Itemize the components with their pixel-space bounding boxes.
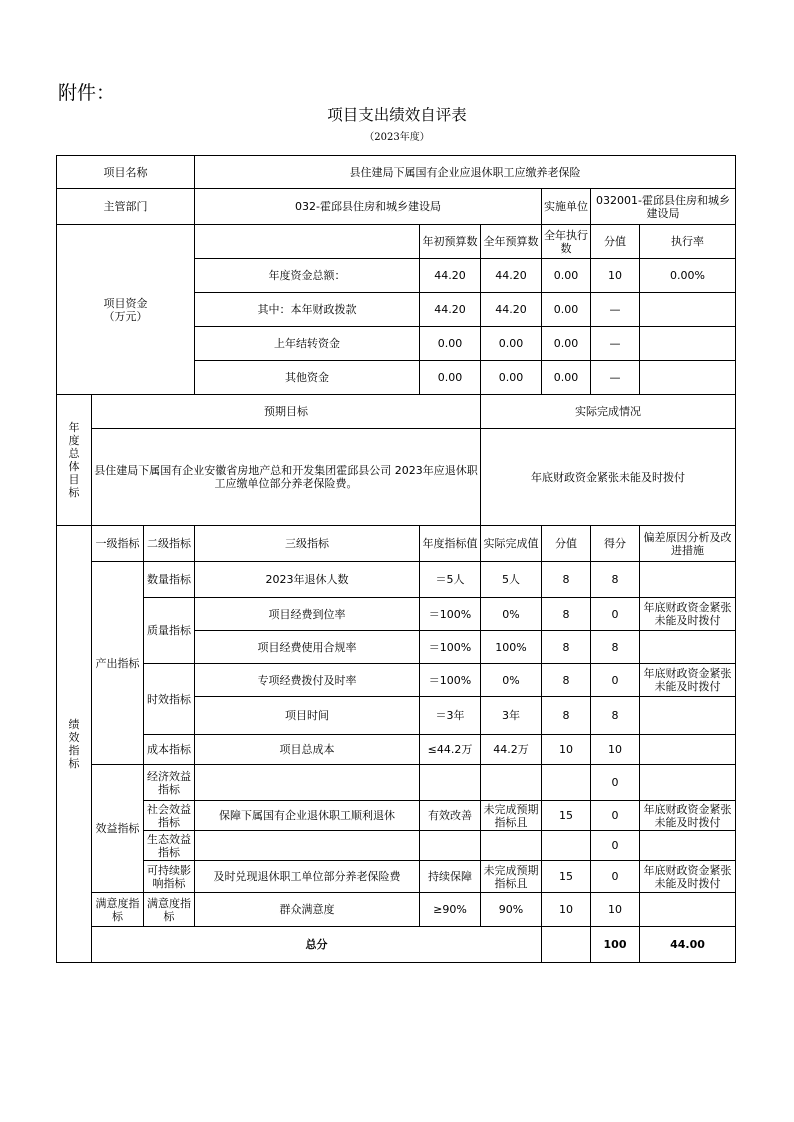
project-name-value: 县住建局下属国有企业应退休职工应缴养老保险 xyxy=(195,156,736,189)
output-label: 产出指标 xyxy=(92,562,144,765)
goals-label xyxy=(57,395,92,526)
indicator-score: 0 xyxy=(591,831,640,861)
funds-row-value: — xyxy=(591,361,640,395)
indicator-name: 保障下属国有企业退休职工顺利退休 xyxy=(195,801,420,831)
benefit-sub-sustainable: 可持续影响指标 xyxy=(144,861,195,893)
indicator-value: 8 xyxy=(542,664,591,697)
indicator-target: ≤44.2万 xyxy=(420,735,481,765)
output-sub-quality: 质量指标 xyxy=(144,598,195,664)
indicator-value: 8 xyxy=(542,562,591,598)
dept-value: 032-霍邱县住房和城乡建设局 xyxy=(195,189,542,225)
indicator-target xyxy=(420,831,481,861)
funds-header-executed: 全年执行数 xyxy=(542,225,591,259)
indicator-name: 及时兑现退休职工单位部分养老保险费 xyxy=(195,861,420,893)
indicator-reason: 年底财政资金紧张未能及时拨付 xyxy=(640,861,736,893)
indicator-actual: 90% xyxy=(481,893,542,927)
indicator-value: 8 xyxy=(542,697,591,735)
funds-row-executed: 0.00 xyxy=(542,259,591,293)
funds-header-value: 分值 xyxy=(591,225,640,259)
indicator-actual: 0% xyxy=(481,664,542,697)
indicator-actual xyxy=(481,765,542,801)
indicator-reason: 年底财政资金紧张未能及时拨付 xyxy=(640,801,736,831)
ind-header-level1: 一级指标 xyxy=(92,526,144,562)
funds-row-name: 上年结转资金 xyxy=(195,327,420,361)
indicator-target: ＝100% xyxy=(420,631,481,664)
indicator-score: 10 xyxy=(591,893,640,927)
funds-row-initial: 44.20 xyxy=(420,293,481,327)
indicator-name: 群众满意度 xyxy=(195,893,420,927)
indicator-value: 10 xyxy=(542,893,591,927)
funds-row-rate xyxy=(640,327,736,361)
attachment-label: 附件： xyxy=(58,82,116,104)
total-label: 总分 xyxy=(92,927,542,963)
indicator-value xyxy=(542,765,591,801)
indicator-score: 8 xyxy=(591,631,640,664)
funds-header-full: 全年预算数 xyxy=(481,225,542,259)
indicator-score: 0 xyxy=(591,598,640,631)
goals-label-text: 年度总体目标 xyxy=(68,421,80,499)
output-sub-cost: 成本指标 xyxy=(144,735,195,765)
indicator-actual: 未完成预期指标且 xyxy=(481,861,542,893)
output-sub-timeliness: 时效指标 xyxy=(144,664,195,735)
funds-label-text: 项目资金（万元） xyxy=(103,296,148,323)
ind-header-target: 年度指标值 xyxy=(420,526,481,562)
funds-blank-header xyxy=(195,225,420,259)
goals-expected-header: 预期目标 xyxy=(92,395,481,429)
indicator-name xyxy=(195,831,420,861)
indicator-score: 0 xyxy=(591,861,640,893)
funds-row-executed: 0.00 xyxy=(542,327,591,361)
funds-header-initial: 年初预算数 xyxy=(420,225,481,259)
ind-header-actual: 实际完成值 xyxy=(481,526,542,562)
page-title: 项目支出绩效自评表 xyxy=(327,106,467,124)
dept-label: 主管部门 xyxy=(57,189,195,225)
indicator-name: 项目经费使用合规率 xyxy=(195,631,420,664)
ind-header-reason: 偏差原因分析及改进措施 xyxy=(640,526,736,562)
benefit-label: 效益指标 xyxy=(92,765,144,893)
funds-row-full: 0.00 xyxy=(481,327,542,361)
funds-row-initial: 44.20 xyxy=(420,259,481,293)
ind-header-level3: 三级指标 xyxy=(195,526,420,562)
indicator-name: 项目经费到位率 xyxy=(195,598,420,631)
indicator-actual: 44.2万 xyxy=(481,735,542,765)
funds-row-value: 10 xyxy=(591,259,640,293)
indicator-score: 0 xyxy=(591,664,640,697)
benefit-sub-ecological: 生态效益指标 xyxy=(144,831,195,861)
indicator-actual: 100% xyxy=(481,631,542,664)
indicator-actual: 3年 xyxy=(481,697,542,735)
funds-row-name: 其中：本年财政拨款 xyxy=(195,293,420,327)
indicator-actual: 未完成预期指标且 xyxy=(481,801,542,831)
indicator-name: 项目总成本 xyxy=(195,735,420,765)
evaluation-table xyxy=(56,155,736,963)
indicator-actual: 0% xyxy=(481,598,542,631)
funds-row-value: — xyxy=(591,293,640,327)
indicator-value: 10 xyxy=(542,735,591,765)
satisfaction-sub: 满意度指标 xyxy=(144,893,195,927)
funds-row-name: 年度资金总额： xyxy=(195,259,420,293)
funds-label xyxy=(57,225,195,395)
indicator-value: 15 xyxy=(542,861,591,893)
indicator-score: 0 xyxy=(591,765,640,801)
funds-row-full: 44.20 xyxy=(481,259,542,293)
indicator-value: 8 xyxy=(542,631,591,664)
indicator-reason: 年底财政资金紧张未能及时拨付 xyxy=(640,664,736,697)
indicator-score: 8 xyxy=(591,562,640,598)
satisfaction-label: 满意度指标 xyxy=(92,893,144,927)
indicator-actual xyxy=(481,831,542,861)
indicator-target: ＝100% xyxy=(420,664,481,697)
indicator-value: 8 xyxy=(542,598,591,631)
indicator-reason xyxy=(640,893,736,927)
indicator-score: 10 xyxy=(591,735,640,765)
benefit-sub-economic: 经济效益指标 xyxy=(144,765,195,801)
funds-row-rate xyxy=(640,361,736,395)
indicator-target xyxy=(420,765,481,801)
funds-row-rate xyxy=(640,293,736,327)
impl-label: 实施单位 xyxy=(542,189,591,225)
total-value: 100 xyxy=(591,927,640,963)
indicator-target: 持续保障 xyxy=(420,861,481,893)
indicator-score: 0 xyxy=(591,801,640,831)
indicator-target: 有效改善 xyxy=(420,801,481,831)
funds-row-initial: 0.00 xyxy=(420,361,481,395)
indicator-name xyxy=(195,765,420,801)
ind-header-value: 分值 xyxy=(542,526,591,562)
funds-row-executed: 0.00 xyxy=(542,361,591,395)
output-sub-quantity: 数量指标 xyxy=(144,562,195,598)
goals-expected: 县住建局下属国有企业安徽省房地产总和开发集团霍邱县公司 2023年应退休职工应缴单位部分养老保险费。 xyxy=(92,429,481,526)
goals-actual-header: 实际完成情况 xyxy=(481,395,736,429)
indicator-target: ＝3年 xyxy=(420,697,481,735)
funds-row-initial: 0.00 xyxy=(420,327,481,361)
funds-row-full: 44.20 xyxy=(481,293,542,327)
funds-row-value: — xyxy=(591,327,640,361)
funds-row-full: 0.00 xyxy=(481,361,542,395)
indicator-reason xyxy=(640,765,736,801)
indicator-reason xyxy=(640,697,736,735)
ind-header-score: 得分 xyxy=(591,526,640,562)
indicator-reason xyxy=(640,631,736,664)
total-score: 44.00 xyxy=(640,927,736,963)
indicator-name: 2023年退休人数 xyxy=(195,562,420,598)
year-subtitle: （2023年度） xyxy=(364,132,430,143)
indicator-value: 15 xyxy=(542,801,591,831)
indicator-target: ＝5人 xyxy=(420,562,481,598)
total-blank xyxy=(542,927,591,963)
indicator-target: ≥90% xyxy=(420,893,481,927)
funds-row-rate: 0.00% xyxy=(640,259,736,293)
indicator-score: 8 xyxy=(591,697,640,735)
funds-row-executed: 0.00 xyxy=(542,293,591,327)
indicator-name: 项目时间 xyxy=(195,697,420,735)
impl-value: 032001-霍邱县住房和城乡建设局 xyxy=(591,189,736,225)
indicator-reason xyxy=(640,831,736,861)
funds-row-name: 其他资金 xyxy=(195,361,420,395)
project-name-label: 项目名称 xyxy=(57,156,195,189)
goals-actual: 年底财政资金紧张未能及时拨付 xyxy=(481,429,736,526)
indicator-name: 专项经费拨付及时率 xyxy=(195,664,420,697)
indicator-reason xyxy=(640,735,736,765)
benefit-sub-social: 社会效益指标 xyxy=(144,801,195,831)
funds-header-rate: 执行率 xyxy=(640,225,736,259)
ind-header-level2: 二级指标 xyxy=(144,526,195,562)
indicator-reason: 年底财政资金紧张未能及时拨付 xyxy=(640,598,736,631)
indicator-reason xyxy=(640,562,736,598)
indicator-target: ＝100% xyxy=(420,598,481,631)
indicators-label xyxy=(57,526,92,963)
indicator-value xyxy=(542,831,591,861)
indicator-actual: 5人 xyxy=(481,562,542,598)
indicators-label-text: 绩效指标 xyxy=(68,718,80,770)
